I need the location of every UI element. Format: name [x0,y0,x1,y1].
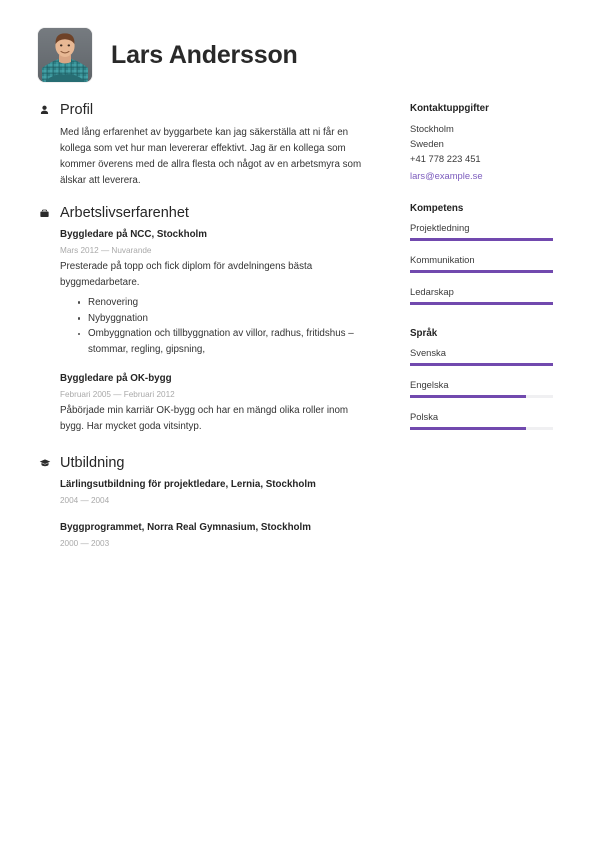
language-meter [410,346,560,366]
education-entry [60,521,372,550]
section-experience-header [38,205,372,222]
section-profile-header [38,102,372,119]
sidebar-contact-title: Kontaktuppgifter [410,103,489,114]
education-date: 2000 — 2003 [60,538,110,548]
contact-email-link[interactable]: lars@example.se [410,170,483,182]
experience-job-title: Byggledare på NCC, Stockholm [60,229,207,241]
education-date: 2004 — 2004 [60,495,110,505]
language-meter [410,410,560,430]
education-entry [60,478,372,507]
page-title: Lars Andersson [111,40,298,69]
education-program-title: Lärlingsutbildning för projektledare, Lernia, Stockholm [60,479,316,491]
skill-meter [410,221,560,241]
sidebar-languages-title: Språk [410,328,438,340]
section-profile-title: Profil [60,102,94,118]
resume-header [0,0,600,82]
experience-bullet-list [60,295,372,358]
skill-fill [410,302,553,305]
list-item: Renovering [78,295,372,311]
person-icon [38,104,51,117]
experience-job-desc: Påbörjade min karriär OK-bygg och har en mängd olika roller inom bygg. Har mycket goda vitsintyp. [60,405,349,432]
content-columns [0,82,600,566]
skill-track [410,302,553,305]
profile-text: Med lång erfarenhet av byggarbete kan jag säkerställa att ni får en kollega som vet hur man levererar effektivt. Jag är en kollega som kommer överens med de allra flesta och något av en arbetsmyra som älskar att leverera. [60,127,362,186]
section-education-header [38,455,372,472]
contact-city: Stockholm [410,122,454,134]
section-education-body [38,478,372,550]
language-track [410,427,553,430]
skill-label: Ledarskap [410,286,454,298]
skill-label: Projektledning [410,222,470,234]
language-track [410,395,553,398]
main-column [0,102,372,566]
skill-track [410,238,553,241]
section-education-title: Utbildning [60,454,125,471]
section-education [38,455,372,550]
language-label: Polska [410,411,439,423]
section-experience-title: Arbetslivserfarenhet [60,204,189,221]
avatar [38,28,92,82]
experience-job-date: Februari 2005 — Februari 2012 [60,389,175,399]
skill-fill [410,270,553,273]
language-meter [410,378,560,398]
language-label: Svenska [410,347,446,359]
language-label: Engelska [410,379,449,391]
experience-job-desc: Presterade på topp och fick diplom för avdelningens bästa byggmedarbetare. [60,261,313,288]
skill-meter [410,285,560,305]
briefcase-icon [38,207,51,220]
language-fill [410,363,553,366]
sidebar-column [372,102,600,566]
skill-fill [410,238,553,241]
section-profile [38,102,372,189]
sidebar-skills-title: Kompetens [410,203,464,215]
sidebar-skills [410,202,560,305]
education-program-title: Byggprogrammet, Norra Real Gymnasium, Stockholm [60,521,311,533]
avatar-photo-icon [38,28,92,82]
sidebar-contact [410,102,560,184]
sidebar-languages [410,327,560,430]
section-experience [38,205,372,435]
skill-track [410,270,553,273]
language-fill [410,427,526,430]
experience-job-title: Byggledare på OK-bygg [60,373,172,385]
experience-job-date: Mars 2012 — Nuvarande [60,245,152,255]
list-item: Ombyggnation och tillbyggnation av villor, radhus, fritidshus – stommar, regling, gipsning, [78,326,372,358]
experience-entry [60,372,372,435]
language-fill [410,395,526,398]
contact-phone[interactable]: +41 778 223 451 [410,153,481,165]
skill-label: Kommunikation [410,254,475,266]
list-item: Nybyggnation [78,311,372,327]
section-profile-body [38,125,372,188]
section-experience-body [38,228,372,435]
experience-entry [60,228,372,358]
graduation-cap-icon [38,457,51,470]
language-track [410,363,553,366]
contact-country: Sweden [410,137,444,149]
skill-meter [410,253,560,273]
